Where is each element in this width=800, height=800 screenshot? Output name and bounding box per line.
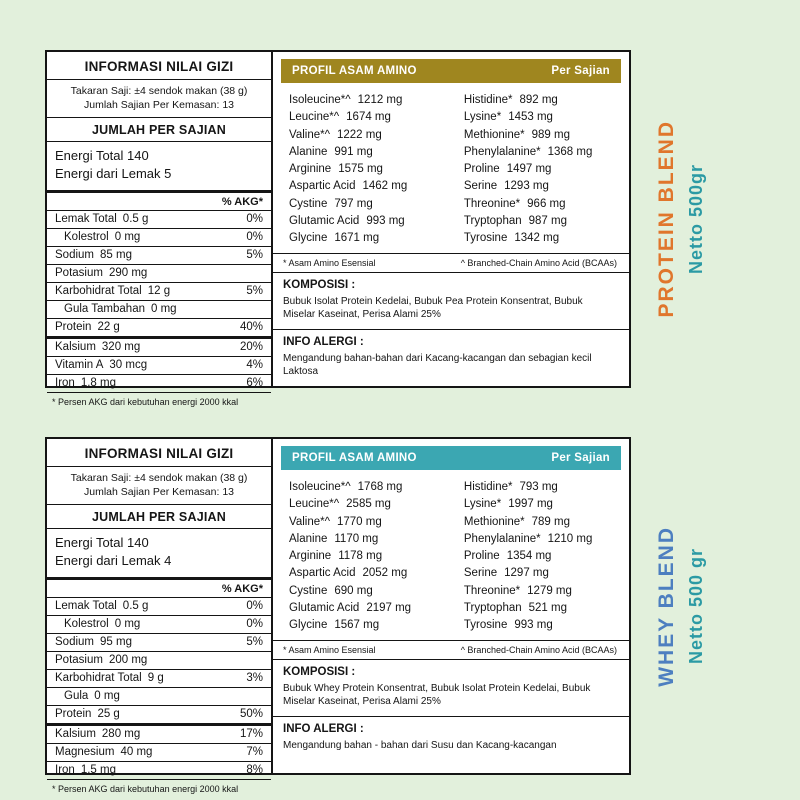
amino-name: Serine	[463, 567, 498, 580]
amino-name: Serine	[463, 180, 498, 193]
komposisi-text: Bubuk Isolat Protein Kedelai, Bubuk Pea Protein Konsentrat, Bubuk Miselar Kaseinat, Perisa Alami 25%	[283, 295, 583, 321]
amino-header-title: PROFIL ASAM AMINO	[292, 65, 417, 77]
nutrient-daily-value: 50%	[239, 708, 263, 720]
amino-item	[464, 144, 619, 161]
mineral-amount: 280 mg	[101, 728, 141, 740]
amino-header-bar	[281, 59, 621, 83]
amino-item	[464, 213, 619, 230]
amino-name: Lysine*	[463, 111, 502, 124]
protein-blend-vertical-title: PROTEIN BLEND	[655, 120, 678, 318]
amino-amount: 991 mg	[334, 145, 373, 158]
per-serving-title: JUMLAH PER SAJIAN	[47, 505, 271, 529]
amino-amount: 1210 mg	[547, 532, 593, 545]
akg-header: % AKG*	[47, 193, 271, 211]
amino-name: Proline	[463, 550, 500, 563]
mineral-amount: 30 mcg	[109, 359, 148, 371]
energy-block	[47, 142, 271, 193]
nutrient-row	[47, 705, 271, 723]
mineral-daily-value: 7%	[246, 746, 263, 758]
nutrient-daily-value: 5%	[246, 285, 263, 297]
nutrient-amount: 0 mg	[114, 618, 141, 630]
mineral-daily-value: 20%	[239, 341, 263, 353]
amino-amount: 1293 mg	[504, 180, 549, 193]
nutrition-facts-protein	[47, 52, 273, 407]
amino-item	[464, 496, 619, 513]
amino-item	[464, 109, 619, 126]
amino-amount: 1671 mg	[334, 232, 380, 245]
amino-amount: 793 mg	[519, 481, 558, 493]
amino-column-2	[464, 479, 619, 635]
energy-total: Energi Total 140	[55, 148, 149, 163]
amino-amount: 789 mg	[531, 515, 570, 528]
amino-name: Aspartic Acid	[289, 567, 356, 580]
nutrient-name: Protein	[55, 708, 92, 720]
komposisi-title: KOMPOSISI :	[283, 278, 356, 291]
amino-item	[464, 600, 619, 617]
amino-columns	[273, 85, 629, 253]
amino-amount: 993 mg	[514, 619, 553, 632]
per-serving-title: JUMLAH PER SAJIAN	[47, 118, 271, 142]
amino-amount: 993 mg	[366, 215, 405, 228]
amino-amount: 690 mg	[334, 584, 373, 597]
amino-amount: 521 mg	[528, 602, 567, 615]
nutrient-amount: 0 mg	[94, 690, 120, 702]
alergi-section	[273, 716, 629, 760]
legend-essential: * Asam Amino Esensial	[283, 257, 376, 268]
nutrition-facts-whey	[47, 439, 273, 794]
amino-name: Alanine	[289, 532, 328, 545]
amino-item	[289, 565, 464, 582]
amino-amount: 1222 mg	[337, 128, 382, 141]
komposisi-section	[273, 660, 629, 716]
amino-amount: 987 mg	[528, 215, 567, 228]
nutrient-daily-value: 40%	[239, 321, 263, 333]
amino-item	[464, 531, 619, 548]
protein-blend-panel	[45, 50, 631, 407]
amino-name: Aspartic Acid	[289, 180, 356, 193]
amino-amount: 1178 mg	[338, 550, 383, 563]
amino-item	[289, 92, 464, 109]
nutrition-title: INFORMASI NILAI GIZI	[47, 52, 271, 80]
nutrient-row	[47, 246, 271, 264]
amino-amount: 1212 mg	[357, 94, 403, 106]
amino-name: Histidine*	[463, 481, 513, 493]
nutrient-amount: 9 g	[147, 672, 164, 684]
nutrient-row	[47, 264, 271, 282]
alergi-text: Mengandung bahan - bahan dari Susu dan Kacang-kacangan	[283, 739, 557, 751]
mineral-amount: 1.5 mg	[80, 764, 116, 776]
legend-essential: * Asam Amino Esensial	[283, 644, 376, 655]
nutrient-amount: 200 mg	[108, 654, 148, 666]
amino-name: Glycine	[289, 232, 328, 245]
alergi-title: INFO ALERGI :	[283, 335, 364, 348]
amino-legend	[273, 253, 629, 273]
akg-footnote: * Persen AKG dari kebutuhan energi 2000 kkal	[47, 392, 271, 412]
amino-item	[464, 92, 619, 109]
nutrient-amount: 0 mg	[114, 231, 141, 243]
amino-name: Isoleucine*^	[289, 94, 351, 106]
amino-amount: 966 mg	[527, 197, 566, 210]
amino-item	[289, 196, 464, 213]
protein-blend-side-label	[638, 50, 724, 388]
amino-name: Glutamic Acid	[289, 215, 360, 228]
amino-item	[464, 479, 619, 496]
amino-item	[289, 161, 464, 178]
mineral-amount: 1.8 mg	[80, 377, 116, 389]
nutrient-name: Potasium	[55, 267, 103, 279]
nutrient-row	[47, 598, 271, 615]
komposisi-section	[273, 273, 629, 329]
legend-bcaa: ^ Branched-Chain Amino Acid (BCAAs)	[460, 644, 617, 655]
mineral-daily-value: 6%	[246, 377, 263, 389]
nutrient-amount: 22 g	[97, 321, 120, 333]
amino-name: Tyrosine	[463, 232, 508, 245]
amino-header-per-serving: Per Sajian	[551, 65, 610, 77]
amino-name: Glycine	[289, 619, 328, 632]
mineral-name: Kalsium	[55, 728, 96, 740]
nutrient-daily-value: 0%	[246, 600, 263, 612]
amino-legend	[273, 640, 629, 660]
nutrient-amount: 95 mg	[100, 636, 132, 648]
amino-name: Leucine*^	[289, 111, 340, 124]
amino-header-per-serving: Per Sajian	[551, 452, 610, 464]
amino-name: Arginine	[289, 550, 332, 563]
amino-amount: 2585 mg	[346, 498, 391, 511]
nutrient-daily-value: 0%	[246, 618, 263, 630]
whey-blend-side-label	[638, 437, 724, 775]
amino-name: Glutamic Acid	[289, 602, 360, 615]
serving-size: Takaran Saji: ±4 sendok makan (38 g)	[70, 85, 248, 97]
nutrient-name: Sodium	[55, 249, 94, 261]
amino-name: Valine*^	[289, 128, 330, 141]
amino-item	[464, 514, 619, 531]
amino-profile-protein	[273, 52, 629, 386]
nutrient-name: Kolestrol	[64, 618, 109, 630]
nutrient-row	[47, 211, 271, 228]
mineral-rows	[47, 723, 271, 779]
nutrient-amount: 25 g	[97, 708, 120, 720]
nutrient-amount: 12 g	[147, 285, 171, 297]
amino-profile-whey	[273, 439, 629, 773]
amino-name: Valine*^	[289, 515, 330, 528]
amino-item	[464, 565, 619, 582]
mineral-name: Iron	[55, 377, 75, 389]
akg-footnote: * Persen AKG dari kebutuhan energi 2000 kkal	[47, 779, 271, 799]
amino-columns	[273, 472, 629, 640]
amino-amount: 1997 mg	[508, 498, 553, 511]
alergi-title: INFO ALERGI :	[283, 722, 364, 735]
legend-bcaa: ^ Branched-Chain Amino Acid (BCAAs)	[460, 257, 617, 268]
amino-item	[289, 178, 464, 195]
amino-amount: 1170 mg	[334, 532, 379, 545]
amino-header-bar	[281, 446, 621, 470]
servings-per-pack: Jumlah Sajian Per Kemasan: 13	[84, 99, 234, 111]
servings-per-pack: Jumlah Sajian Per Kemasan: 13	[84, 486, 234, 498]
amino-amount: 1342 mg	[514, 232, 560, 245]
amino-name: Methionine*	[463, 128, 525, 141]
amino-amount: 892 mg	[519, 94, 558, 106]
amino-item	[289, 600, 464, 617]
amino-name: Phenylalanine*	[463, 532, 541, 545]
alergi-section	[273, 329, 629, 386]
mineral-row	[47, 726, 271, 743]
amino-item	[289, 583, 464, 600]
nutrient-amount: 0 mg	[150, 303, 177, 315]
amino-column-1	[289, 92, 464, 248]
nutrient-name: Gula	[64, 690, 89, 702]
nutrient-rows	[47, 598, 271, 723]
amino-item	[464, 178, 619, 195]
nutrient-daily-value: 3%	[246, 672, 263, 684]
amino-item	[464, 548, 619, 565]
nutrient-daily-value: 0%	[246, 231, 263, 243]
amino-item	[289, 213, 464, 230]
amino-item	[289, 548, 464, 565]
amino-name: Cystine	[289, 197, 328, 210]
amino-amount: 1567 mg	[334, 619, 380, 632]
nutrient-row	[47, 615, 271, 633]
mineral-daily-value: 4%	[246, 359, 263, 371]
nutrient-amount: 0.5 g	[122, 600, 149, 612]
amino-item	[289, 479, 464, 496]
mineral-name: Vitamin A	[55, 359, 104, 371]
amino-item	[464, 230, 619, 247]
nutrient-row	[47, 633, 271, 651]
amino-name: Threonine*	[463, 584, 521, 597]
nutrient-daily-value: 0%	[246, 213, 263, 225]
nutrient-row	[47, 318, 271, 336]
amino-item	[289, 514, 464, 531]
amino-name: Tyrosine	[463, 619, 508, 632]
mineral-row	[47, 743, 271, 761]
komposisi-title: KOMPOSISI :	[283, 665, 356, 678]
amino-column-2	[464, 92, 619, 248]
nutrient-daily-value: 5%	[246, 249, 263, 261]
nutrient-name: Karbohidrat Total	[55, 285, 142, 297]
amino-name: Arginine	[289, 163, 332, 176]
mineral-name: Magnesium	[55, 746, 115, 758]
amino-name: Lysine*	[463, 498, 502, 511]
mineral-daily-value: 17%	[239, 728, 263, 740]
amino-column-1	[289, 479, 464, 635]
amino-amount: 797 mg	[334, 197, 373, 210]
amino-item	[289, 617, 464, 634]
amino-name: Histidine*	[463, 94, 513, 106]
komposisi-text: Bubuk Whey Protein Konsentrat, Bubuk Isolat Protein Kedelai, Bubuk Miselar Kaseinat, Perisa Alami 25%	[283, 682, 591, 708]
nutrition-title: INFORMASI NILAI GIZI	[47, 439, 271, 467]
amino-name: Alanine	[289, 145, 328, 158]
whey-netto-label: Netto 500 gr	[686, 547, 706, 665]
amino-amount: 989 mg	[531, 128, 570, 141]
amino-amount: 1575 mg	[338, 163, 383, 176]
amino-name: Leucine*^	[289, 498, 340, 511]
nutrient-daily-value: 5%	[246, 636, 263, 648]
nutrient-row	[47, 651, 271, 669]
mineral-name: Kalsium	[55, 341, 96, 353]
protein-netto-label: Netto 500gr	[686, 163, 706, 275]
nutrient-row	[47, 228, 271, 246]
energy-from-fat: Energi dari Lemak 5	[55, 166, 172, 181]
mineral-row	[47, 339, 271, 356]
serving-size: Takaran Saji: ±4 sendok makan (38 g)	[70, 472, 248, 484]
amino-item	[289, 496, 464, 513]
amino-name: Threonine*	[463, 197, 521, 210]
amino-amount: 1297 mg	[504, 567, 549, 580]
serving-info	[47, 467, 271, 505]
amino-item	[289, 144, 464, 161]
amino-name: Tryptophan	[463, 602, 522, 615]
amino-item	[289, 531, 464, 548]
amino-name: Methionine*	[463, 515, 525, 528]
mineral-rows	[47, 336, 271, 392]
nutrient-row	[47, 687, 271, 705]
amino-amount: 1770 mg	[337, 515, 382, 528]
amino-name: Proline	[463, 163, 500, 176]
amino-item	[289, 127, 464, 144]
nutrient-name: Karbohidrat Total	[55, 672, 142, 684]
amino-amount: 1674 mg	[346, 111, 391, 124]
amino-header-title: PROFIL ASAM AMINO	[292, 452, 417, 464]
nutrient-row	[47, 300, 271, 318]
nutrient-name: Lemak Total	[55, 213, 117, 225]
amino-item	[464, 617, 619, 634]
nutrient-name: Protein	[55, 321, 92, 333]
nutrient-row	[47, 669, 271, 687]
energy-from-fat: Energi dari Lemak 4	[55, 553, 172, 568]
amino-item	[289, 230, 464, 247]
nutrient-name: Kolestrol	[64, 231, 109, 243]
amino-item	[464, 127, 619, 144]
energy-block	[47, 529, 271, 580]
mineral-name: Iron	[55, 764, 75, 776]
nutrient-name: Lemak Total	[55, 600, 117, 612]
nutrient-amount: 85 mg	[100, 249, 132, 261]
akg-header: % AKG*	[47, 580, 271, 598]
energy-total: Energi Total 140	[55, 535, 149, 550]
mineral-amount: 40 mg	[120, 746, 153, 758]
amino-amount: 1462 mg	[362, 180, 408, 193]
amino-item	[464, 161, 619, 178]
amino-name: Isoleucine*^	[289, 481, 351, 493]
nutrient-name: Sodium	[55, 636, 94, 648]
amino-amount: 2052 mg	[362, 567, 408, 580]
amino-item	[289, 109, 464, 126]
nutrient-amount: 290 mg	[108, 267, 148, 279]
amino-name: Cystine	[289, 584, 328, 597]
amino-amount: 2197 mg	[366, 602, 412, 615]
serving-info	[47, 80, 271, 118]
amino-name: Phenylalanine*	[463, 145, 541, 158]
amino-item	[464, 196, 619, 213]
mineral-row	[47, 356, 271, 374]
amino-name: Tryptophan	[463, 215, 522, 228]
amino-item	[464, 583, 619, 600]
amino-amount: 1368 mg	[547, 145, 593, 158]
alergi-text: Mengandung bahan-bahan dari Kacang-kacangan dan sebagian kecil Laktosa	[283, 352, 592, 378]
mineral-daily-value: 8%	[246, 764, 263, 776]
amino-amount: 1279 mg	[527, 584, 572, 597]
nutrient-name: Potasium	[55, 654, 103, 666]
nutrient-name: Gula Tambahan	[64, 303, 145, 315]
amino-amount: 1768 mg	[357, 481, 403, 493]
mineral-row	[47, 374, 271, 392]
nutrient-row	[47, 282, 271, 300]
whey-blend-panel	[45, 437, 631, 794]
amino-amount: 1354 mg	[506, 550, 552, 563]
mineral-amount: 320 mg	[101, 341, 141, 353]
amino-amount: 1497 mg	[506, 163, 552, 176]
nutrient-rows	[47, 211, 271, 336]
amino-amount: 1453 mg	[508, 111, 553, 124]
nutrient-amount: 0.5 g	[122, 213, 149, 225]
whey-blend-vertical-title: WHEY BLEND	[655, 525, 678, 687]
mineral-row	[47, 761, 271, 779]
